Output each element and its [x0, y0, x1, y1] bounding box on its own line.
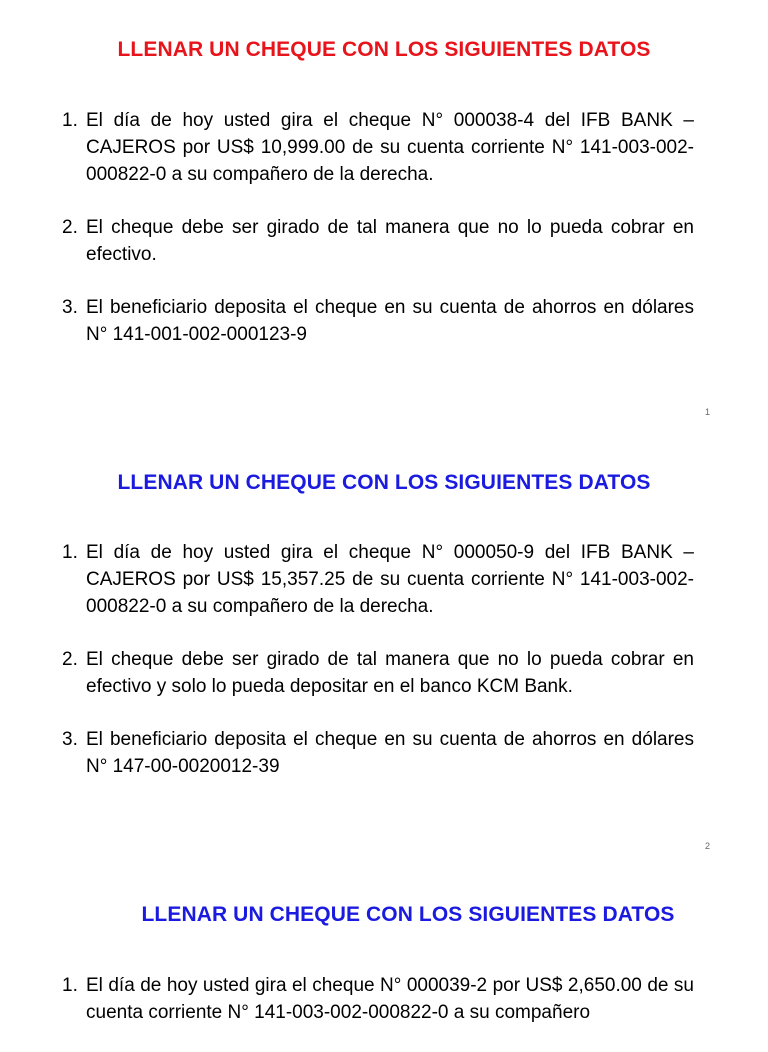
list-item [62, 726, 694, 780]
item-number: 1. [62, 110, 78, 131]
item-text: El día de hoy usted gira el cheque N° 000050-9 del IFB BANK – CAJEROS por US$ 15,357.25 de su cuenta corriente N° 141-003-002-000822-0 a su compañero de la derecha. [86, 542, 694, 617]
list-item [62, 214, 694, 268]
item-number: 1. [62, 975, 78, 996]
instruction-list [62, 107, 694, 374]
item-text: El beneficiario deposita el cheque en su cuenta de ahorros en dólares N° 147-00-0020012-39 [86, 729, 694, 777]
item-number: 2. [62, 217, 78, 238]
list-item [62, 972, 694, 1026]
item-text: El beneficiario deposita el cheque en su cuenta de ahorros en dólares N° 141-001-002-000123-9 [86, 297, 694, 345]
page-number: 1 [704, 407, 710, 417]
list-item [62, 646, 694, 700]
slide-title: LLENAR UN CHEQUE CON LOS SIGUIENTES DATOS [117, 471, 651, 494]
list-item [62, 107, 694, 188]
slide-title: LLENAR UN CHEQUE CON LOS SIGUIENTES DATOS [141, 903, 675, 926]
item-text: El día de hoy usted gira el cheque N° 000039-2 por US$ 2,650.00 de su cuenta corriente N° 141-003-002-000822-0 a su compañero [86, 975, 694, 1023]
slide-title: LLENAR UN CHEQUE CON LOS SIGUIENTES DATOS [117, 38, 651, 61]
instruction-list [62, 539, 694, 806]
list-item [62, 539, 694, 620]
item-number: 3. [62, 297, 78, 318]
item-text: El cheque debe ser girado de tal manera que no lo pueda cobrar en efectivo. [86, 217, 694, 265]
item-number: 1. [62, 542, 78, 563]
page-number: 2 [704, 841, 710, 851]
item-number: 3. [62, 729, 78, 750]
item-text: El cheque debe ser girado de tal manera que no lo pueda cobrar en efectivo y solo lo pueda depositar en el banco KCM Bank. [86, 649, 694, 697]
item-number: 2. [62, 649, 78, 670]
instruction-list [62, 972, 694, 1052]
item-text: El día de hoy usted gira el cheque N° 000038-4 del IFB BANK – CAJEROS por US$ 10,999.00 de su cuenta corriente N° 141-003-002-000822-0 a su compañero de la derecha. [86, 110, 694, 185]
list-item [62, 294, 694, 348]
